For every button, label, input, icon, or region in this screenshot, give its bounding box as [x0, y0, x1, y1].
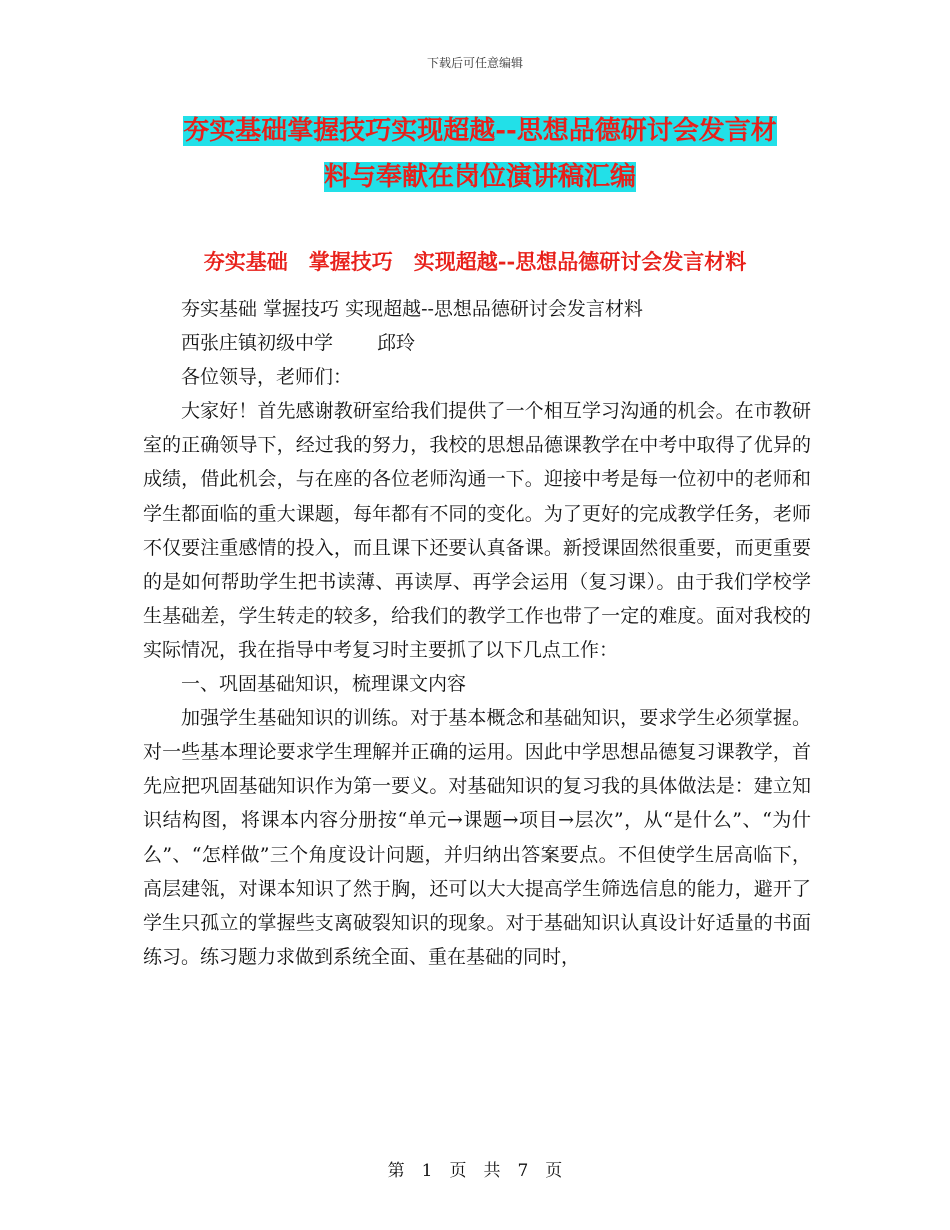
- document-body: [143, 292, 811, 974]
- paragraph-subtitle: 夯实基础 掌握技巧 实现超越--思想品德研讨会发言材料: [181, 298, 643, 320]
- page-header-note: 下载后可任意编辑: [426, 56, 523, 70]
- page-footer: 第 1 页 共 7 页: [387, 1161, 563, 1181]
- section-title: 夯实基础 掌握技巧 实现超越--思想品德研讨会发言材料: [203, 249, 747, 274]
- paragraph-greeting: 各位领导，老师们：: [181, 366, 353, 389]
- title-line-2: 料与奉献在岗位演讲稿汇编: [323, 162, 636, 192]
- paragraph-author: 西张庄镇初级中学 邱玲: [181, 332, 416, 355]
- title-line-1: 夯实基础掌握技巧实现超越--思想品德研讨会发言材: [183, 116, 777, 146]
- paragraph-body-1: 加强学生基础知识的训练。对于基本概念和基础知识，要求学生必须掌握。对一些基本理论要求学生理解并正确的运用。因此中学思想品德复习课教学，首先应把巩固基础知识作为第一要义。对基础知识的复习我的具体做法是：建立知识结构图，将课本内容分册按“单元→课题→项目→层次”，从“是什么”、“为什么”、“怎样做”三个角度设计问题，并归纳出答案要点。不但使学生居高临下，高层建瓴，对课本知识了然于胸，还可以大大提高学生筛选信息的能力，避开了学生只孤立的掌握些支离破裂知识的现象。对于基础知识认真设计好适量的书面练习。练习题力求做到系统全面、重在基础的同时，: [143, 707, 811, 968]
- document-title: [140, 108, 820, 200]
- paragraph-heading-1: 一、巩固基础知识，梳理课文内容: [181, 673, 467, 696]
- paragraph-intro: 大家好！首先感谢教研室给我们提供了一个相互学习沟通的机会。在市教研室的正确领导下，经过我的努力，我校的思想品德课教学在中考中取得了优异的成绩，借此机会，与在座的各位老师沟通一下。迎接中考是每一位初中的老师和学生都面临的重大课题，每年都有不同的变化。为了更好的完成教学任务，老师不仅要注重感情的投入，而且课下还要认真备课。新授课固然很重要，而更重要的是如何帮助学生把书读薄、再读厚、再学会运用（复习课）。由于我们学校学生基础差，学生转走的较多，给我们的教学工作也带了一定的难度。面对我校的实际情况，我在指导中考复习时主要抓了以下几点工作：: [143, 400, 811, 661]
